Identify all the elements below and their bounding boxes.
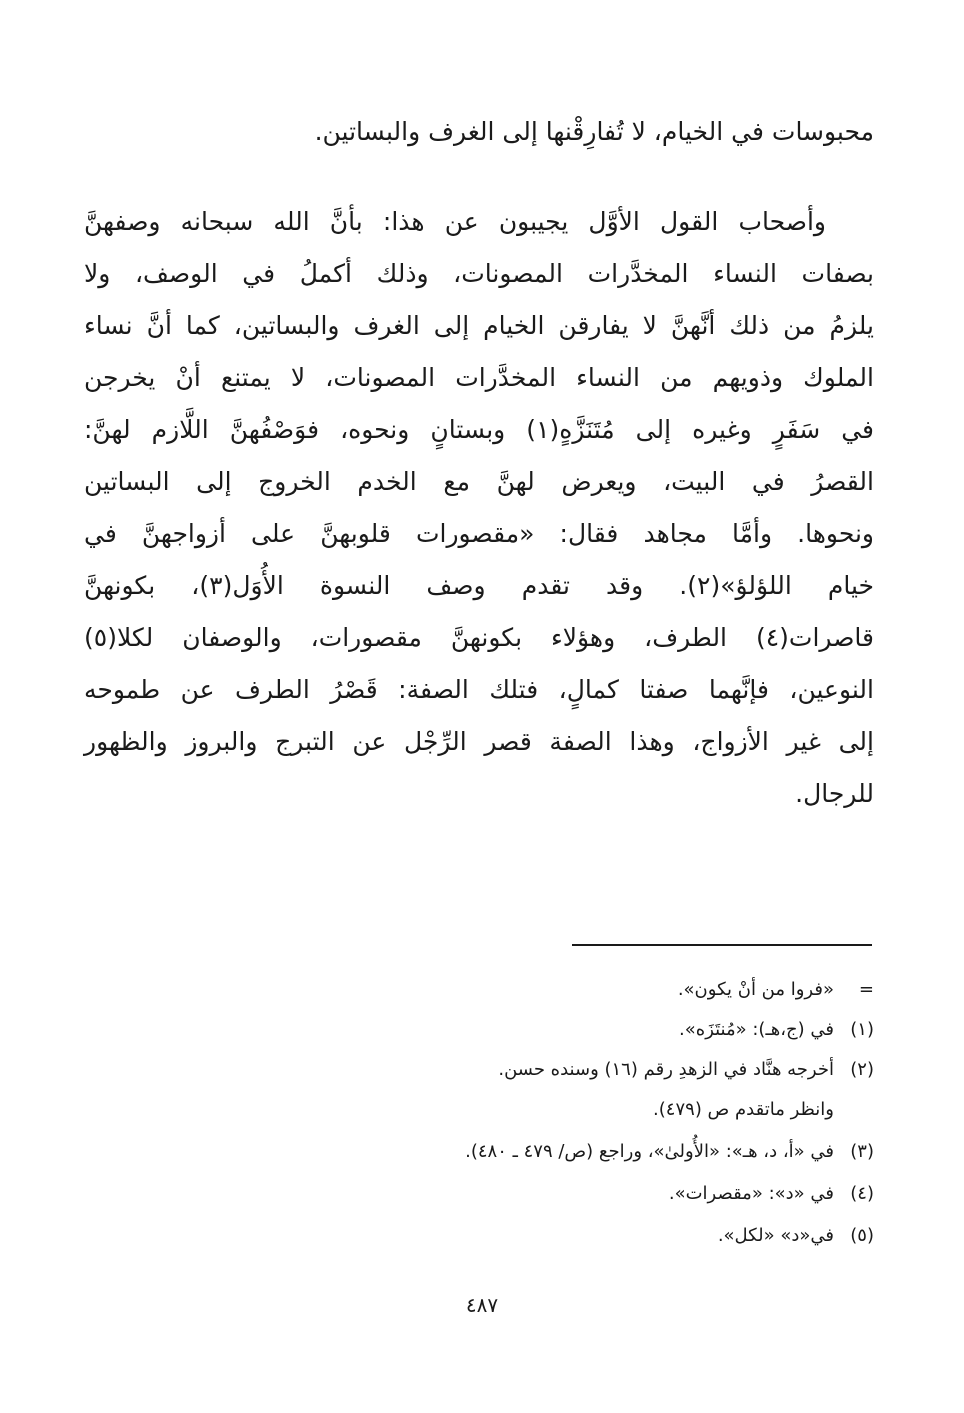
paragraph-line: يلزمُ من ذلك أنَّهنَّ لا يفارقن الخيام إلى الغرف والبساتين، كما أنَّ نساء xyxy=(84,311,874,340)
footnote-number: (٣) xyxy=(850,1141,874,1162)
paragraph-line: ونحوها. وأمَّا مجاهد فقال: «مقصورات قلوبهنَّ على أزواجهنَّ في xyxy=(84,519,874,548)
paragraph-line: وأصحاب القول الأوَّل يجيبون عن هذا: بأنَّ الله سبحانه وصفهنَّ xyxy=(84,207,826,236)
footnote-number: (١) xyxy=(850,1019,874,1040)
footnote-text: وانظر ماتقدم ص (٤٧٩). xyxy=(653,1099,834,1120)
footnote-text: في (ج،هـ): «مُنتَزَه». xyxy=(679,1019,834,1040)
page-number: ٤٨٧ xyxy=(465,1293,499,1317)
footnote-number: (٤) xyxy=(850,1183,874,1204)
paragraph-line: النوعين، فإنَّهما صفتا كمالٍ، فتلك الصفة: قَصْرُ الطرف عن طموحه xyxy=(84,675,874,704)
paragraph-line: بصفات النساء المخدَّرات المصونات، وذلك أكملُ في الوصف، ولا xyxy=(84,259,874,288)
footnote-separator xyxy=(572,944,872,946)
paragraph-line: الملوك وذويهم من النساء المخدَّرات المصونات، لا يمتنع أنْ يخرجن xyxy=(84,363,874,392)
paragraph-line: خيام اللؤلؤ»(٢). وقد تقدم وصف النسوة الأُوَل(٣)، بكونهنَّ xyxy=(84,571,874,600)
continuation-line: محبوسات في الخيام، لا تُفارِقْنها إلى الغرف والبساتين. xyxy=(314,117,874,146)
footnote-number: (٢) xyxy=(850,1059,874,1080)
paragraph-line: القصرُ في البيت، ويعرض لهنَّ مع الخدم الخروج إلى البساتين xyxy=(84,467,874,496)
footnote-text: في «د»: «مقصرات». xyxy=(668,1183,834,1204)
footnote-number: = xyxy=(858,979,874,1000)
footnote-number: (٥) xyxy=(850,1225,874,1246)
paragraph-line: قاصرات(٤) الطرف، وهؤلاء بكونهنَّ مقصورات، والوصفان لكلا(٥) xyxy=(84,623,874,652)
footnote-text: أخرجه هنَّاد في الزهدِ رقم (١٦) وسنده حسن. xyxy=(498,1059,834,1080)
paragraph-line: إلى غير الأزواج، وهذا الصفة قصر الرِّجْل عن التبرج والبروز والظهور xyxy=(84,727,874,756)
footnote-text: «فروا من أنْ يكون». xyxy=(677,979,834,1000)
paragraph-line: في سَفَرٍ وغيره إلى مُتَنَزَّهٍ(١) وبستانٍ ونحوه، فوَصْفُهنَّ اللَّازم لهنَّ: xyxy=(84,415,875,444)
footnote-text: في«د» «لكل». xyxy=(717,1225,834,1246)
paragraph-line: للرجال. xyxy=(795,779,874,808)
footnote-text: في «أ، د، هـ»: «الأُولىٰ»، وراجع (ص/ ٤٧٩ ـ ٤٨٠). xyxy=(465,1141,834,1162)
